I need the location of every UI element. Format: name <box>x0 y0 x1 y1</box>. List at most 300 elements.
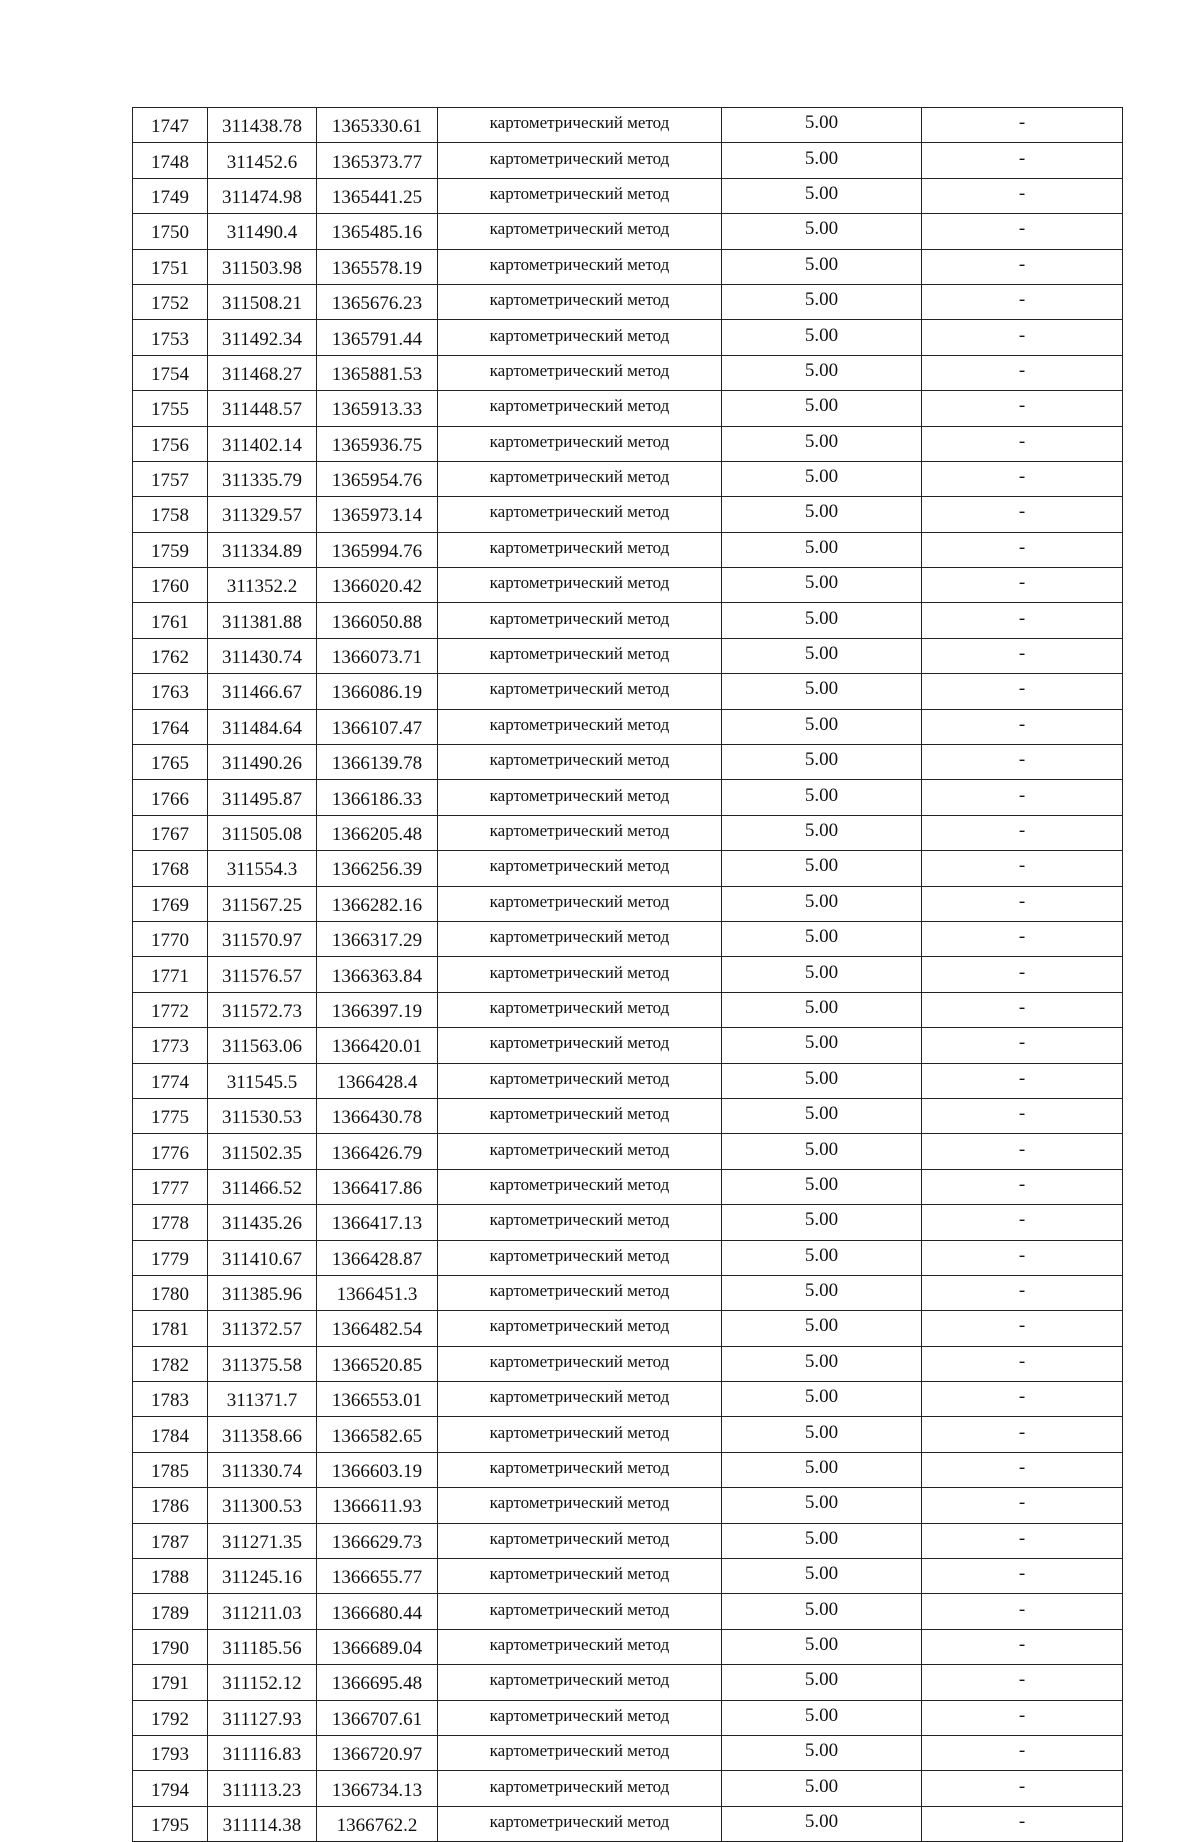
table-row <box>133 1594 1123 1629</box>
point-number-cell: 1764 <box>133 709 208 744</box>
accuracy-cell: 5.00 <box>722 497 922 532</box>
x-coordinate-cell: 311113.23 <box>208 1771 317 1806</box>
table-row <box>133 957 1123 992</box>
x-coordinate-cell: 311358.66 <box>208 1417 317 1452</box>
accuracy-cell: 5.00 <box>722 992 922 1027</box>
y-coordinate-cell: 1366582.65 <box>317 1417 438 1452</box>
accuracy-cell: 5.00 <box>722 1488 922 1523</box>
table-row <box>133 1523 1123 1558</box>
table-row <box>133 391 1123 426</box>
point-number-cell: 1769 <box>133 886 208 921</box>
accuracy-cell: 5.00 <box>722 391 922 426</box>
note-cell: - <box>922 957 1123 992</box>
accuracy-cell: 5.00 <box>722 143 922 178</box>
y-coordinate-cell: 1366451.3 <box>317 1275 438 1310</box>
method-cell: картометрический метод <box>438 1806 722 1841</box>
table-row <box>133 1735 1123 1770</box>
note-cell: - <box>922 1806 1123 1841</box>
y-coordinate-cell: 1366707.61 <box>317 1700 438 1735</box>
accuracy-cell: 5.00 <box>722 1700 922 1735</box>
note-cell: - <box>922 1523 1123 1558</box>
point-number-cell: 1766 <box>133 780 208 815</box>
note-cell: - <box>922 709 1123 744</box>
note-cell: - <box>922 1134 1123 1169</box>
table-row <box>133 214 1123 249</box>
x-coordinate-cell: 311503.98 <box>208 249 317 284</box>
table-row <box>133 851 1123 886</box>
accuracy-cell: 5.00 <box>722 1523 922 1558</box>
note-cell: - <box>922 1346 1123 1381</box>
x-coordinate-cell: 311372.57 <box>208 1311 317 1346</box>
method-cell: картометрический метод <box>438 780 722 815</box>
y-coordinate-cell: 1366428.4 <box>317 1063 438 1098</box>
method-cell: картометрический метод <box>438 674 722 709</box>
note-cell: - <box>922 1665 1123 1700</box>
y-coordinate-cell: 1366050.88 <box>317 603 438 638</box>
point-number-cell: 1749 <box>133 178 208 213</box>
point-number-cell: 1781 <box>133 1311 208 1346</box>
x-coordinate-cell: 311245.16 <box>208 1559 317 1594</box>
y-coordinate-cell: 1365441.25 <box>317 178 438 213</box>
accuracy-cell: 5.00 <box>722 1594 922 1629</box>
point-number-cell: 1771 <box>133 957 208 992</box>
x-coordinate-cell: 311410.67 <box>208 1240 317 1275</box>
x-coordinate-cell: 311452.6 <box>208 143 317 178</box>
table-row <box>133 1275 1123 1310</box>
table-row <box>133 143 1123 178</box>
table-row <box>133 745 1123 780</box>
accuracy-cell: 5.00 <box>722 320 922 355</box>
note-cell: - <box>922 1098 1123 1133</box>
method-cell: картометрический метод <box>438 745 722 780</box>
accuracy-cell: 5.00 <box>722 1452 922 1487</box>
note-cell: - <box>922 214 1123 249</box>
accuracy-cell: 5.00 <box>722 568 922 603</box>
y-coordinate-cell: 1365994.76 <box>317 532 438 567</box>
note-cell: - <box>922 1488 1123 1523</box>
note-cell: - <box>922 1417 1123 1452</box>
note-cell: - <box>922 1382 1123 1417</box>
x-coordinate-cell: 311402.14 <box>208 426 317 461</box>
note-cell: - <box>922 815 1123 850</box>
y-coordinate-cell: 1366680.44 <box>317 1594 438 1629</box>
x-coordinate-cell: 311567.25 <box>208 886 317 921</box>
method-cell: картометрический метод <box>438 1771 722 1806</box>
method-cell: картометрический метод <box>438 320 722 355</box>
note-cell: - <box>922 780 1123 815</box>
coordinates-table <box>132 107 1123 1842</box>
note-cell: - <box>922 391 1123 426</box>
x-coordinate-cell: 311530.53 <box>208 1098 317 1133</box>
y-coordinate-cell: 1366020.42 <box>317 568 438 603</box>
x-coordinate-cell: 311375.58 <box>208 1346 317 1381</box>
point-number-cell: 1758 <box>133 497 208 532</box>
note-cell: - <box>922 603 1123 638</box>
point-number-cell: 1751 <box>133 249 208 284</box>
point-number-cell: 1795 <box>133 1806 208 1841</box>
point-number-cell: 1789 <box>133 1594 208 1629</box>
point-number-cell: 1788 <box>133 1559 208 1594</box>
y-coordinate-cell: 1366720.97 <box>317 1735 438 1770</box>
y-coordinate-cell: 1365330.61 <box>317 108 438 143</box>
method-cell: картометрический метод <box>438 1417 722 1452</box>
method-cell: картометрический метод <box>438 1382 722 1417</box>
table-row <box>133 320 1123 355</box>
y-coordinate-cell: 1366107.47 <box>317 709 438 744</box>
method-cell: картометрический метод <box>438 1346 722 1381</box>
accuracy-cell: 5.00 <box>722 1134 922 1169</box>
table-row <box>133 780 1123 815</box>
x-coordinate-cell: 311502.35 <box>208 1134 317 1169</box>
y-coordinate-cell: 1365954.76 <box>317 461 438 496</box>
accuracy-cell: 5.00 <box>722 214 922 249</box>
table-row <box>133 886 1123 921</box>
y-coordinate-cell: 1366734.13 <box>317 1771 438 1806</box>
accuracy-cell: 5.00 <box>722 1169 922 1204</box>
y-coordinate-cell: 1366317.29 <box>317 921 438 956</box>
y-coordinate-cell: 1366417.86 <box>317 1169 438 1204</box>
accuracy-cell: 5.00 <box>722 1806 922 1841</box>
x-coordinate-cell: 311484.64 <box>208 709 317 744</box>
accuracy-cell: 5.00 <box>722 284 922 319</box>
table-row <box>133 603 1123 638</box>
x-coordinate-cell: 311490.26 <box>208 745 317 780</box>
table-row <box>133 1205 1123 1240</box>
method-cell: картометрический метод <box>438 1735 722 1770</box>
accuracy-cell: 5.00 <box>722 745 922 780</box>
x-coordinate-cell: 311554.3 <box>208 851 317 886</box>
x-coordinate-cell: 311545.5 <box>208 1063 317 1098</box>
y-coordinate-cell: 1366695.48 <box>317 1665 438 1700</box>
method-cell: картометрический метод <box>438 214 722 249</box>
y-coordinate-cell: 1366086.19 <box>317 674 438 709</box>
point-number-cell: 1755 <box>133 391 208 426</box>
accuracy-cell: 5.00 <box>722 108 922 143</box>
method-cell: картометрический метод <box>438 886 722 921</box>
note-cell: - <box>922 1594 1123 1629</box>
table-row <box>133 1311 1123 1346</box>
table-row <box>133 178 1123 213</box>
table-row <box>133 426 1123 461</box>
table-row <box>133 709 1123 744</box>
table-row <box>133 1063 1123 1098</box>
point-number-cell: 1757 <box>133 461 208 496</box>
method-cell: картометрический метод <box>438 355 722 390</box>
method-cell: картометрический метод <box>438 108 722 143</box>
note-cell: - <box>922 1559 1123 1594</box>
y-coordinate-cell: 1366520.85 <box>317 1346 438 1381</box>
y-coordinate-cell: 1366420.01 <box>317 1028 438 1063</box>
point-number-cell: 1775 <box>133 1098 208 1133</box>
note-cell: - <box>922 1771 1123 1806</box>
method-cell: картометрический метод <box>438 1169 722 1204</box>
table-row <box>133 532 1123 567</box>
table-row <box>133 249 1123 284</box>
method-cell: картометрический метод <box>438 921 722 956</box>
note-cell: - <box>922 320 1123 355</box>
point-number-cell: 1793 <box>133 1735 208 1770</box>
x-coordinate-cell: 311492.34 <box>208 320 317 355</box>
accuracy-cell: 5.00 <box>722 1311 922 1346</box>
note-cell: - <box>922 426 1123 461</box>
y-coordinate-cell: 1365913.33 <box>317 391 438 426</box>
x-coordinate-cell: 311211.03 <box>208 1594 317 1629</box>
y-coordinate-cell: 1366611.93 <box>317 1488 438 1523</box>
accuracy-cell: 5.00 <box>722 1063 922 1098</box>
x-coordinate-cell: 311300.53 <box>208 1488 317 1523</box>
method-cell: картометрический метод <box>438 426 722 461</box>
note-cell: - <box>922 355 1123 390</box>
table-row <box>133 284 1123 319</box>
x-coordinate-cell: 311329.57 <box>208 497 317 532</box>
method-cell: картометрический метод <box>438 284 722 319</box>
method-cell: картометрический метод <box>438 391 722 426</box>
x-coordinate-cell: 311127.93 <box>208 1700 317 1735</box>
point-number-cell: 1780 <box>133 1275 208 1310</box>
point-number-cell: 1785 <box>133 1452 208 1487</box>
note-cell: - <box>922 568 1123 603</box>
x-coordinate-cell: 311185.56 <box>208 1629 317 1664</box>
table-row <box>133 1417 1123 1452</box>
accuracy-cell: 5.00 <box>722 178 922 213</box>
accuracy-cell: 5.00 <box>722 426 922 461</box>
accuracy-cell: 5.00 <box>722 461 922 496</box>
method-cell: картометрический метод <box>438 1559 722 1594</box>
method-cell: картометрический метод <box>438 1665 722 1700</box>
table-row <box>133 108 1123 143</box>
method-cell: картометрический метод <box>438 1311 722 1346</box>
note-cell: - <box>922 1169 1123 1204</box>
point-number-cell: 1774 <box>133 1063 208 1098</box>
accuracy-cell: 5.00 <box>722 355 922 390</box>
point-number-cell: 1760 <box>133 568 208 603</box>
y-coordinate-cell: 1366689.04 <box>317 1629 438 1664</box>
x-coordinate-cell: 311381.88 <box>208 603 317 638</box>
y-coordinate-cell: 1366186.33 <box>317 780 438 815</box>
x-coordinate-cell: 311468.27 <box>208 355 317 390</box>
y-coordinate-cell: 1366139.78 <box>317 745 438 780</box>
x-coordinate-cell: 311576.57 <box>208 957 317 992</box>
y-coordinate-cell: 1366073.71 <box>317 638 438 673</box>
point-number-cell: 1754 <box>133 355 208 390</box>
x-coordinate-cell: 311330.74 <box>208 1452 317 1487</box>
table-row <box>133 638 1123 673</box>
point-number-cell: 1768 <box>133 851 208 886</box>
y-coordinate-cell: 1365881.53 <box>317 355 438 390</box>
table-row <box>133 1098 1123 1133</box>
method-cell: картометрический метод <box>438 1594 722 1629</box>
y-coordinate-cell: 1365791.44 <box>317 320 438 355</box>
note-cell: - <box>922 851 1123 886</box>
point-number-cell: 1786 <box>133 1488 208 1523</box>
accuracy-cell: 5.00 <box>722 780 922 815</box>
point-number-cell: 1761 <box>133 603 208 638</box>
y-coordinate-cell: 1366397.19 <box>317 992 438 1027</box>
point-number-cell: 1748 <box>133 143 208 178</box>
table-row <box>133 1240 1123 1275</box>
point-number-cell: 1759 <box>133 532 208 567</box>
method-cell: картометрический метод <box>438 815 722 850</box>
method-cell: картометрический метод <box>438 1134 722 1169</box>
note-cell: - <box>922 532 1123 567</box>
point-number-cell: 1753 <box>133 320 208 355</box>
note-cell: - <box>922 1205 1123 1240</box>
x-coordinate-cell: 311335.79 <box>208 461 317 496</box>
note-cell: - <box>922 1700 1123 1735</box>
accuracy-cell: 5.00 <box>722 1629 922 1664</box>
x-coordinate-cell: 311430.74 <box>208 638 317 673</box>
accuracy-cell: 5.00 <box>722 815 922 850</box>
accuracy-cell: 5.00 <box>722 1028 922 1063</box>
x-coordinate-cell: 311572.73 <box>208 992 317 1027</box>
note-cell: - <box>922 108 1123 143</box>
accuracy-cell: 5.00 <box>722 638 922 673</box>
method-cell: картометрический метод <box>438 1452 722 1487</box>
table-row <box>133 1452 1123 1487</box>
accuracy-cell: 5.00 <box>722 1098 922 1133</box>
accuracy-cell: 5.00 <box>722 1735 922 1770</box>
y-coordinate-cell: 1366417.13 <box>317 1205 438 1240</box>
note-cell: - <box>922 284 1123 319</box>
x-coordinate-cell: 311495.87 <box>208 780 317 815</box>
method-cell: картометрический метод <box>438 1205 722 1240</box>
x-coordinate-cell: 311371.7 <box>208 1382 317 1417</box>
table-row <box>133 461 1123 496</box>
method-cell: картометрический метод <box>438 568 722 603</box>
point-number-cell: 1763 <box>133 674 208 709</box>
point-number-cell: 1787 <box>133 1523 208 1558</box>
point-number-cell: 1747 <box>133 108 208 143</box>
accuracy-cell: 5.00 <box>722 603 922 638</box>
method-cell: картометрический метод <box>438 1028 722 1063</box>
note-cell: - <box>922 143 1123 178</box>
method-cell: картометрический метод <box>438 461 722 496</box>
table-row <box>133 1169 1123 1204</box>
method-cell: картометрический метод <box>438 1523 722 1558</box>
method-cell: картометрический метод <box>438 1240 722 1275</box>
y-coordinate-cell: 1366629.73 <box>317 1523 438 1558</box>
point-number-cell: 1794 <box>133 1771 208 1806</box>
x-coordinate-cell: 311334.89 <box>208 532 317 567</box>
method-cell: картометрический метод <box>438 992 722 1027</box>
table-row <box>133 1700 1123 1735</box>
x-coordinate-cell: 311271.35 <box>208 1523 317 1558</box>
x-coordinate-cell: 311352.2 <box>208 568 317 603</box>
method-cell: картометрический метод <box>438 249 722 284</box>
method-cell: картометрический метод <box>438 638 722 673</box>
y-coordinate-cell: 1365485.16 <box>317 214 438 249</box>
y-coordinate-cell: 1366205.48 <box>317 815 438 850</box>
accuracy-cell: 5.00 <box>722 249 922 284</box>
point-number-cell: 1765 <box>133 745 208 780</box>
accuracy-cell: 5.00 <box>722 532 922 567</box>
accuracy-cell: 5.00 <box>722 957 922 992</box>
point-number-cell: 1777 <box>133 1169 208 1204</box>
y-coordinate-cell: 1366430.78 <box>317 1098 438 1133</box>
note-cell: - <box>922 461 1123 496</box>
accuracy-cell: 5.00 <box>722 1382 922 1417</box>
note-cell: - <box>922 1275 1123 1310</box>
accuracy-cell: 5.00 <box>722 851 922 886</box>
note-cell: - <box>922 1028 1123 1063</box>
method-cell: картометрический метод <box>438 497 722 532</box>
y-coordinate-cell: 1365373.77 <box>317 143 438 178</box>
y-coordinate-cell: 1365578.19 <box>317 249 438 284</box>
point-number-cell: 1776 <box>133 1134 208 1169</box>
table-row <box>133 497 1123 532</box>
method-cell: картометрический метод <box>438 1275 722 1310</box>
x-coordinate-cell: 311490.4 <box>208 214 317 249</box>
note-cell: - <box>922 249 1123 284</box>
point-number-cell: 1790 <box>133 1629 208 1664</box>
note-cell: - <box>922 921 1123 956</box>
table-row <box>133 355 1123 390</box>
note-cell: - <box>922 886 1123 921</box>
y-coordinate-cell: 1366482.54 <box>317 1311 438 1346</box>
table-row <box>133 1382 1123 1417</box>
table-row <box>133 1559 1123 1594</box>
table-row <box>133 1028 1123 1063</box>
note-cell: - <box>922 1735 1123 1770</box>
x-coordinate-cell: 311466.52 <box>208 1169 317 1204</box>
table-row <box>133 1134 1123 1169</box>
point-number-cell: 1772 <box>133 992 208 1027</box>
x-coordinate-cell: 311505.08 <box>208 815 317 850</box>
table-row <box>133 674 1123 709</box>
point-number-cell: 1762 <box>133 638 208 673</box>
point-number-cell: 1767 <box>133 815 208 850</box>
note-cell: - <box>922 745 1123 780</box>
coordinates-table-body <box>133 108 1123 1842</box>
x-coordinate-cell: 311466.67 <box>208 674 317 709</box>
point-number-cell: 1752 <box>133 284 208 319</box>
method-cell: картометрический метод <box>438 957 722 992</box>
table-row <box>133 921 1123 956</box>
x-coordinate-cell: 311152.12 <box>208 1665 317 1700</box>
note-cell: - <box>922 1629 1123 1664</box>
y-coordinate-cell: 1366256.39 <box>317 851 438 886</box>
table-row <box>133 1665 1123 1700</box>
table-row <box>133 815 1123 850</box>
accuracy-cell: 5.00 <box>722 921 922 956</box>
x-coordinate-cell: 311438.78 <box>208 108 317 143</box>
x-coordinate-cell: 311563.06 <box>208 1028 317 1063</box>
y-coordinate-cell: 1366282.16 <box>317 886 438 921</box>
y-coordinate-cell: 1366428.87 <box>317 1240 438 1275</box>
y-coordinate-cell: 1365676.23 <box>317 284 438 319</box>
point-number-cell: 1770 <box>133 921 208 956</box>
method-cell: картометрический метод <box>438 851 722 886</box>
x-coordinate-cell: 311570.97 <box>208 921 317 956</box>
y-coordinate-cell: 1366603.19 <box>317 1452 438 1487</box>
method-cell: картометрический метод <box>438 709 722 744</box>
point-number-cell: 1756 <box>133 426 208 461</box>
point-number-cell: 1778 <box>133 1205 208 1240</box>
method-cell: картометрический метод <box>438 1098 722 1133</box>
method-cell: картометрический метод <box>438 1488 722 1523</box>
y-coordinate-cell: 1366762.2 <box>317 1806 438 1841</box>
method-cell: картометрический метод <box>438 178 722 213</box>
accuracy-cell: 5.00 <box>722 1205 922 1240</box>
table-row <box>133 1629 1123 1664</box>
table-row <box>133 1346 1123 1381</box>
method-cell: картометрический метод <box>438 1629 722 1664</box>
table-row <box>133 1771 1123 1806</box>
table-row <box>133 1806 1123 1841</box>
point-number-cell: 1791 <box>133 1665 208 1700</box>
method-cell: картометрический метод <box>438 532 722 567</box>
accuracy-cell: 5.00 <box>722 1771 922 1806</box>
